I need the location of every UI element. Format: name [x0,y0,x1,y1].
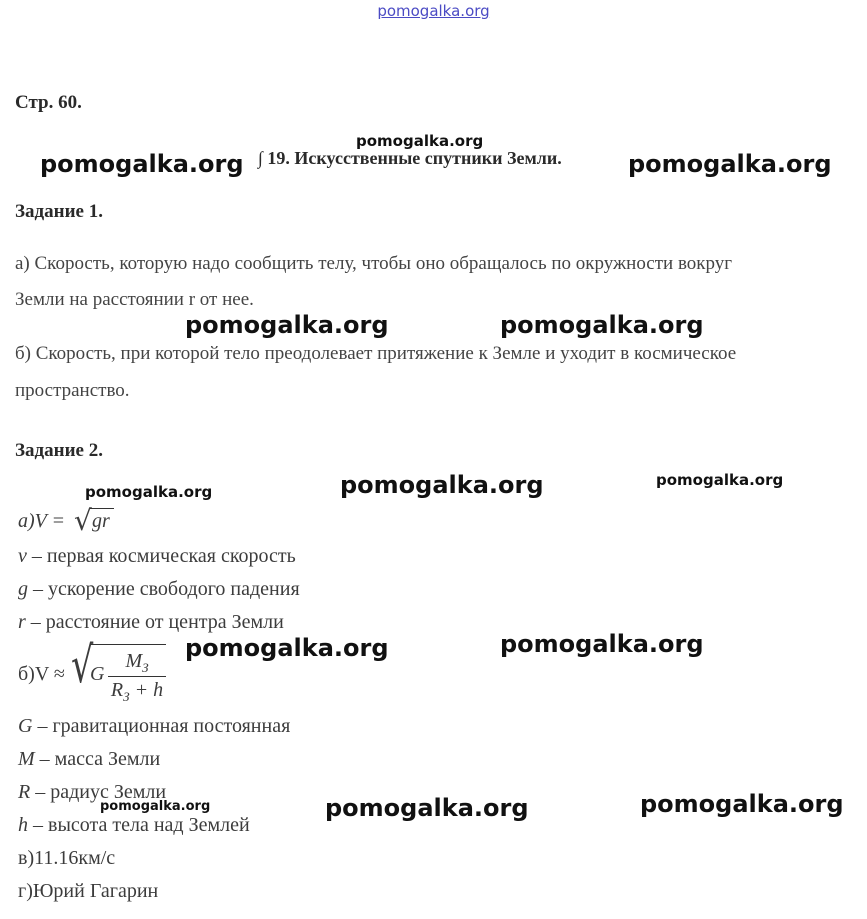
formula-a-radicand [92,510,110,533]
watermark: pomogalka.org [185,311,389,339]
formula-a-radicand-text: gr [92,510,110,532]
watermark: pomogalka.org [628,150,832,178]
den-R: R [110,679,124,701]
sqrt-sign-a: √ [74,504,92,537]
watermark: pomogalka.org [85,483,213,501]
den-rest: + h [129,679,164,701]
def-M [18,748,160,771]
watermark: pomogalka.org [500,630,704,658]
task1-b-line2: пространство. [15,380,130,401]
formula-b-G [90,663,104,686]
watermark: pomogalka.org [340,471,544,499]
desc-v: – первая космическая скорость [26,545,296,567]
def-G [18,715,290,738]
task1-a-line2: Земли на расстоянии r от нее. [15,289,254,310]
task1-a-line1: а) Скорость, которую надо сообщить телу, чтобы оно обращалось по окружности вокруг [15,253,733,274]
desc-G: – гравитационная постоянная [32,715,291,737]
sym-r: r [18,611,26,633]
fraction-line [108,676,166,677]
site-link[interactable]: pomogalka.org [377,2,490,20]
sym-h: h [18,814,28,836]
sym-g: g [18,578,28,600]
task1-b-line1: б) Скорость, при которой тело преодолевает притяжение к Земле и уходит в космическое [15,343,737,364]
watermark: pomogalka.org [185,634,389,662]
sym-M: M [18,748,35,770]
sqrt-sign-b: √ [71,636,94,694]
def-h [18,814,250,837]
num-sub: З [142,660,149,675]
sqrt-bar-a [90,508,114,509]
def-v [18,545,296,568]
desc-M: – масса Земли [34,748,161,770]
formula-b-prefix: б)V ≈ [18,663,65,685]
def-r [18,611,284,634]
section-title: ∫ 19. Искусственные спутники Земли. [258,148,562,168]
desc-r: – расстояние от центра Земли [25,611,284,633]
watermark: pomogalka.org [656,471,784,489]
desc-R: – радиус Земли [30,781,167,803]
page-label: Стр. 60. [15,92,82,113]
answer-c: в)11.16км/с [18,847,116,869]
desc-g: – ускорение свободого падения [28,578,300,600]
formula-b-G-text: G [90,663,105,685]
desc-h: – высота тела над Землей [28,814,250,836]
watermark: pomogalka.org [40,150,244,178]
answer-d: г)Юрий Гагарин [18,880,159,902]
den-sub: З [123,689,130,704]
formula-a-prefix-text: a)V = [18,510,66,532]
task2-heading: Задание 2. [15,440,103,461]
task1-heading: Задание 1. [15,201,103,222]
num-M: M [125,650,143,672]
sym-v: v [18,545,27,567]
formula-a-prefix [18,510,65,533]
sqrt-bar-b [90,644,166,645]
watermark: pomogalka.org [100,799,211,814]
watermark: pomogalka.org [325,794,529,822]
formula-b-denominator [104,679,170,705]
watermark: pomogalka.org [500,311,704,339]
sym-R: R [18,781,31,803]
watermark: pomogalka.org [356,132,484,150]
sym-G: G [18,715,33,737]
def-g [18,578,300,601]
watermark: pomogalka.org [640,790,844,818]
formula-b-numerator [108,650,166,676]
